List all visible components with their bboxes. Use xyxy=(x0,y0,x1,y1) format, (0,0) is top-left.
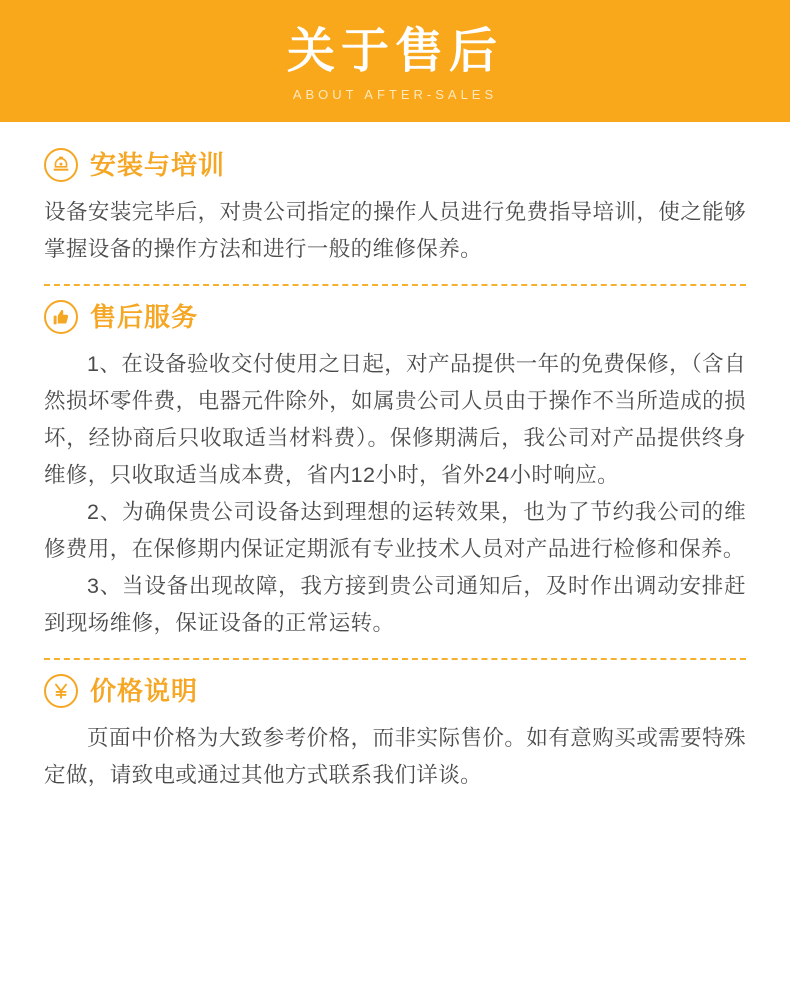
section-paragraph: 页面中价格为大致参考价格，而非实际售价。如有意购买或需要特殊定做，请致电或通过其他方式联系我们详谈。 xyxy=(44,725,746,787)
page-subtitle: ABOUT AFTER-SALES xyxy=(292,86,498,102)
section-header xyxy=(44,674,746,708)
page-title: 关于售后 xyxy=(286,25,503,79)
section-paragraph: 1、在设备验收交付使用之日起，对产品提供一年的免费保修，（含自然损坏零件费，电器元件除外，如属贵公司人员由于操作不当所造成的损坏，经协商后只收取适当材料费）。保修期满后，我公司对产品提供终身维修，只收取适当成本费，省内12小时，省外24小时响应。 xyxy=(44,351,746,487)
section-title: 安装与培训 xyxy=(90,150,226,180)
section-divider xyxy=(44,284,746,286)
section-title: 售后服务 xyxy=(90,301,199,332)
yen-price-icon xyxy=(44,674,78,708)
thumbs-up-icon xyxy=(44,300,78,334)
content-area xyxy=(0,122,790,794)
section-header xyxy=(44,148,746,182)
engineer-helmet-icon xyxy=(44,148,78,182)
section-header xyxy=(44,300,746,334)
page-banner xyxy=(0,0,790,122)
section-installation-training xyxy=(44,148,746,268)
section-title: 价格说明 xyxy=(90,675,199,706)
section-paragraph: 3、当设备出现故障，我方接到贵公司通知后，及时作出调动安排赶到现场维修，保证设备的正常运转。 xyxy=(44,573,746,635)
section-price-note xyxy=(44,674,746,794)
section-paragraph: 设备安装完毕后，对贵公司指定的操作人员进行免费指导培训，使之能够掌握设备的操作方法和进行一般的维修保养。 xyxy=(44,200,746,261)
section-after-sales-service xyxy=(44,300,746,642)
section-divider xyxy=(44,658,746,660)
section-paragraph: 2、为确保贵公司设备达到理想的运转效果，也为了节约我公司的维修费用，在保修期内保证定期派有专业技术人员对产品进行检修和保养。 xyxy=(44,499,746,561)
